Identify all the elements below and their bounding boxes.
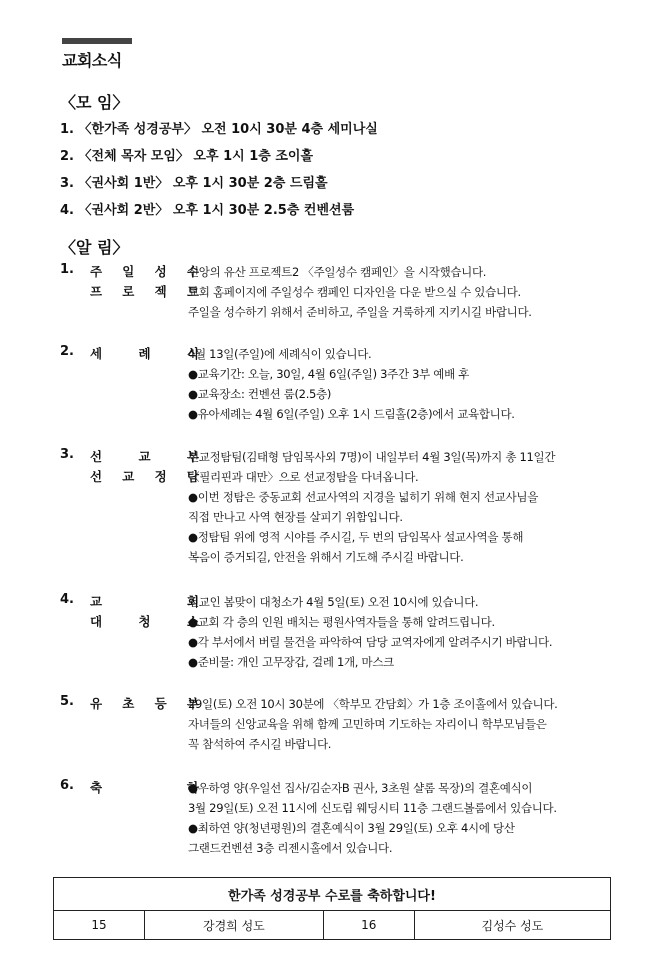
notice-line: 복음이 증거되길, 안전을 위해서 기도해 주시길 바랍니다. bbox=[188, 550, 464, 564]
notice-line: 직접 만나고 사역 현장를 살피기 위함입니다. bbox=[188, 510, 403, 524]
meetings-title: 〈모 임〉 bbox=[60, 93, 129, 112]
notice-line: 신앙의 유산 프로젝트2 〈주일성수 캠페인〉을 시작했습니다. bbox=[188, 265, 487, 279]
notice-line: 29일(토) 오전 10시 30분에 〈학부모 간담회〉가 1층 조이홀에서 있습니다. bbox=[188, 697, 558, 711]
notice-label: 선 교 부 bbox=[90, 449, 200, 464]
notice-line: ●교육기간: 오늘, 30일, 4월 6일(주일) 3주간 3부 예배 후 bbox=[188, 367, 470, 381]
notice-label: 교 회 bbox=[90, 594, 200, 609]
notice-line: ●교회 각 층의 인원 배치는 평원사역자들을 통해 알려드립니다. bbox=[188, 615, 495, 629]
notices-title: 〈알 림〉 bbox=[60, 238, 129, 257]
meeting-item: 1. 〈한가족 성경공부〉 오전 10시 30분 4층 세미나실 bbox=[60, 122, 378, 137]
page-title: 교회소식 bbox=[62, 51, 122, 70]
meeting-item: 3. 〈권사회 1반〉 오후 1시 30분 2층 드림홀 bbox=[60, 176, 328, 191]
table-cell: 15 bbox=[54, 911, 145, 940]
notice-line: ●이번 정탐은 중동교회 선교사역의 지경을 넓히기 위해 현지 선교사님을 bbox=[188, 490, 539, 504]
table-row bbox=[54, 911, 611, 940]
notice-line: ●유아세례는 4월 6일(주일) 오후 1시 드림홀(2층)에서 교육합니다. bbox=[188, 407, 515, 421]
notice-line: 전교인 봄맞이 대청소가 4월 5일(토) 오전 10시에 있습니다. bbox=[188, 595, 479, 609]
notice-line: ●준비물: 개인 고무장갑, 걸레 1개, 마스크 bbox=[188, 655, 394, 669]
notice-line: 선교정탐팀(김태형 담임목사외 7명)이 내일부터 4월 3일(목)까지 총 11일간 bbox=[188, 450, 556, 464]
notice-line: 자녀들의 신앙교육을 위해 함께 고민하며 기도하는 자리이니 학부모님들은 bbox=[188, 717, 547, 731]
notice-number: 4. bbox=[60, 592, 74, 607]
notice-number: 1. bbox=[60, 262, 74, 277]
notice-label: 세 례 식 bbox=[90, 346, 200, 361]
notice-label: 축 하 bbox=[90, 780, 200, 795]
notice-line: 그랜드컨벤션 3층 리젠시홀에서 있습니다. bbox=[188, 841, 393, 855]
meeting-item: 4. 〈권사회 2반〉 오후 1시 30분 2.5층 컨벤션룸 bbox=[60, 203, 355, 218]
page-header bbox=[62, 38, 132, 71]
header-bar bbox=[62, 38, 132, 44]
table-cell: 김성수 성도 bbox=[414, 911, 610, 940]
notice-line: 4월 13일(주일)에 세례식이 있습니다. bbox=[188, 347, 372, 361]
notice-line: ●각 부서에서 버릴 물건을 파악하여 담당 교역자에게 알려주시기 바랍니다. bbox=[188, 635, 553, 649]
table-cell: 16 bbox=[323, 911, 414, 940]
notice-line: ●교육장소: 컨벤션 룸(2.5층) bbox=[188, 387, 332, 401]
notice-number: 5. bbox=[60, 694, 74, 709]
notice-label: 선 교 정 탐 bbox=[90, 469, 200, 484]
notice-line: 주일을 성수하기 위해서 준비하고, 주일을 거룩하게 지키시길 바랍니다. bbox=[188, 305, 532, 319]
notice-line: ●최하연 양(청년평원)의 결혼예식이 3월 29일(토) 오후 4시에 당산 bbox=[188, 821, 515, 835]
notice-label: 주 일 성 수 bbox=[90, 264, 200, 279]
notice-line: 〈필리핀과 대만〉으로 선교정탐을 다녀옵니다. bbox=[188, 470, 419, 484]
notice-line: 꼭 참석하여 주시길 바랍니다. bbox=[188, 737, 332, 751]
notice-line: 교회 홈페이지에 주일성수 캠페인 디자인을 다운 받으실 수 있습니다. bbox=[188, 285, 521, 299]
notice-label: 대 청 소 bbox=[90, 614, 200, 629]
notice-line: ●우하영 양(우일선 집사/김순자B 권사, 3초원 샬롬 목장)의 결혼예식이 bbox=[188, 781, 533, 795]
bible-study-table bbox=[53, 877, 611, 940]
notice-label: 유 초 등 부 bbox=[90, 696, 200, 711]
table-title: 한가족 성경공부 수로를 축하합니다! bbox=[54, 878, 611, 911]
notice-line: 3월 29일(토) 오전 11시에 신도림 웨딩시티 11층 그랜드볼룸에서 있습니다. bbox=[188, 801, 557, 815]
notice-number: 2. bbox=[60, 344, 74, 359]
meeting-item: 2. 〈전체 목자 모임〉 오후 1시 1층 조이홀 bbox=[60, 149, 314, 164]
notice-line: ●정탐팀 위에 영적 시야를 주시길, 두 번의 담임목사 설교사역을 통해 bbox=[188, 530, 524, 544]
table-cell: 강경희 성도 bbox=[145, 911, 324, 940]
notice-label: 프 로 젝 트 bbox=[90, 284, 200, 299]
notice-number: 6. bbox=[60, 778, 74, 793]
notice-number: 3. bbox=[60, 447, 74, 462]
